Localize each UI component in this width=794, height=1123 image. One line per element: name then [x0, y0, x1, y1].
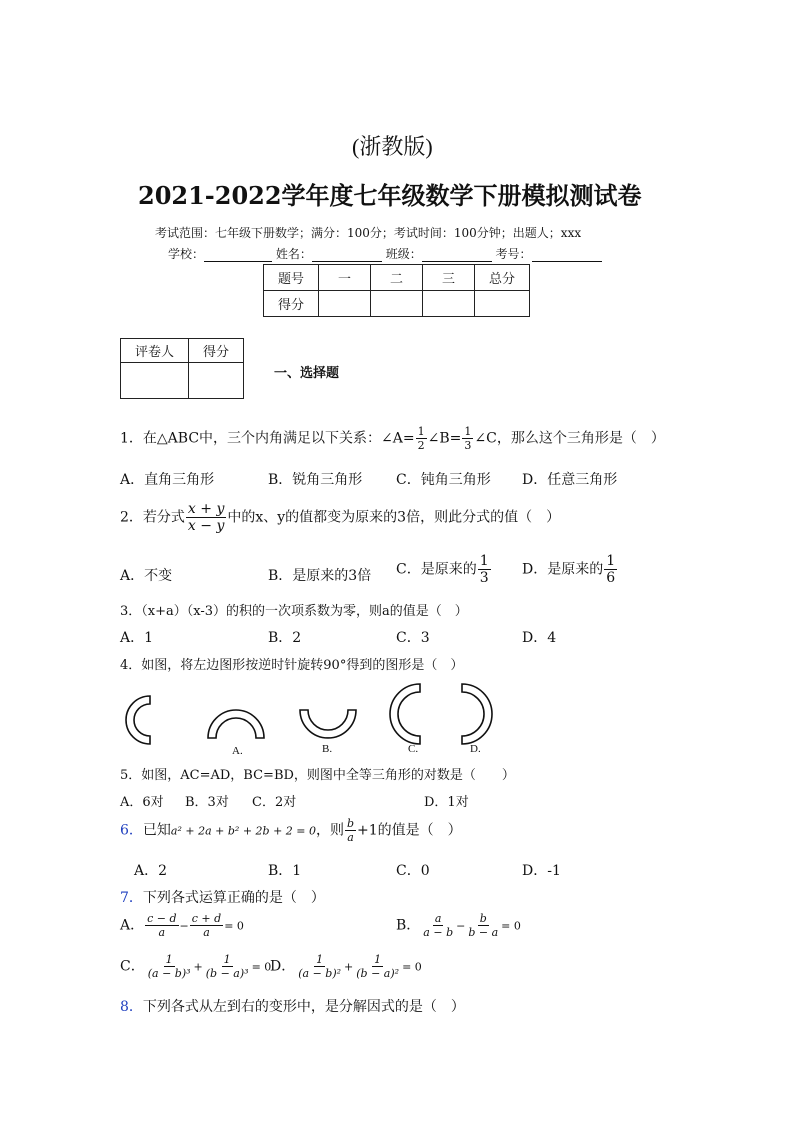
- equals: = 0: [251, 960, 272, 974]
- frac-num: 1: [316, 953, 324, 966]
- frac-den: (b − a)²: [356, 967, 400, 980]
- frac-den: 3: [479, 570, 489, 586]
- equals: = 0: [501, 919, 521, 933]
- score-cell: [371, 291, 423, 317]
- frac-den: x − y: [187, 518, 225, 534]
- frac-num: a: [434, 912, 442, 925]
- frac-num: 1: [479, 553, 489, 569]
- question-7: [120, 887, 325, 907]
- option-label: A．: [120, 917, 145, 934]
- grader-header: 评卷人: [121, 339, 189, 363]
- name-label: 姓名：: [275, 247, 312, 261]
- equals: = 0: [224, 919, 244, 933]
- fig-label-b: B.: [322, 743, 333, 755]
- frac-den: a: [203, 926, 210, 939]
- edition-label: (浙教版): [352, 134, 433, 159]
- q7-number: 7．: [120, 890, 143, 906]
- q6-option-a: A．2: [134, 863, 168, 879]
- frac-num: b: [479, 912, 487, 925]
- q7-text: 下列各式运算正确的是（ ）: [142, 890, 325, 906]
- score-cell: [319, 291, 371, 317]
- q2-text-a: 2．若分式: [120, 509, 185, 526]
- q2-option-d: [522, 554, 618, 585]
- q1-option-d: D．任意三角形: [522, 472, 618, 488]
- frac-den: (a − b)²: [298, 967, 342, 980]
- question-4: 4．如图，将左边图形按逆时针旋转90°得到的图形是（ ）: [120, 658, 464, 673]
- q5-option-d: D．1对: [424, 795, 469, 810]
- school-blank: [204, 249, 272, 262]
- page-title: 2021-2022学年度七年级数学下册模拟测试卷: [138, 181, 642, 210]
- grader-header: 得分: [189, 339, 244, 363]
- q8-number: 8．: [120, 999, 143, 1015]
- option-d-shape: [462, 684, 492, 744]
- fig-label-a: A.: [232, 745, 243, 757]
- q8-text: 下列各式从左到右的变形中，是分解因式的是（ ）: [142, 999, 465, 1015]
- frac-num: c + d: [191, 912, 222, 925]
- option-label: D．: [270, 958, 296, 975]
- q1-option-a: A．直角三角形: [120, 472, 215, 488]
- score-cell: [475, 291, 530, 317]
- score-header: 题号: [264, 265, 319, 291]
- frac-den: 6: [606, 570, 616, 586]
- frac-den: a − b: [423, 926, 454, 939]
- q7-option-b: [396, 913, 521, 938]
- q7-option-d: [270, 954, 422, 979]
- frac-num: 1: [417, 425, 425, 438]
- operator: −: [179, 919, 189, 933]
- name-blank: [312, 249, 382, 262]
- q6-option-d: D．-1: [522, 863, 561, 879]
- score-cell: [423, 291, 475, 317]
- q1-option-c: C．钝角三角形: [396, 472, 491, 488]
- class-blank: [422, 249, 492, 262]
- option-c-shape: [390, 684, 420, 744]
- question-8: [120, 996, 465, 1016]
- frac-num: 1: [464, 425, 472, 438]
- fig-label-c: C.: [408, 743, 419, 755]
- q6-text-c: +1的值是（ ）: [357, 822, 462, 839]
- q1-option-b: B．锐角三角形: [268, 472, 363, 488]
- q7-option-c: [120, 954, 271, 979]
- q6-expression: a² + 2a + b² + 2b + 2 = 0: [170, 824, 316, 838]
- q1-frac-1: [416, 426, 427, 451]
- score-table: [263, 264, 530, 317]
- question-3: 3．（x+a）（x-3）的积的一次项系数为零，则a的值是（ ）: [120, 604, 468, 619]
- q6-text-b: ，则: [315, 822, 344, 839]
- q6-text-a: 已知: [142, 822, 171, 839]
- q6-option-c: C．0: [396, 863, 430, 879]
- question-1: [120, 426, 665, 451]
- frac-den: b − a: [468, 926, 499, 939]
- option-label: B．: [396, 917, 421, 934]
- q2-c-fraction: [478, 554, 491, 585]
- frac-num: 1: [606, 553, 616, 569]
- option-text: D．是原来的: [522, 561, 604, 578]
- frac-den: 2: [417, 439, 425, 452]
- q3-option-a: A．1: [120, 630, 154, 646]
- score-header: 总分: [475, 265, 530, 291]
- option-b-shape: [300, 710, 356, 738]
- operator: −: [456, 919, 466, 933]
- q2-option-c: [396, 554, 492, 585]
- operator: +: [344, 960, 354, 974]
- q5-option-b: B．3对: [185, 795, 229, 810]
- grader-cell: [189, 363, 244, 399]
- frac-den: 3: [464, 439, 472, 452]
- q1-text-a: 1．在△ABC中，三个内角满足以下关系：∠A=: [120, 430, 415, 447]
- question-6: [120, 818, 462, 843]
- q3-option-d: D．4: [522, 630, 557, 646]
- q6-number: 6．: [120, 822, 143, 839]
- q1-text-b: ∠B=: [427, 430, 462, 447]
- score-row-label: 得分: [264, 291, 319, 317]
- frac-num: b: [346, 817, 355, 830]
- grader-cell: [121, 363, 189, 399]
- fig-label-d: D.: [470, 743, 481, 755]
- frac-num: 1: [165, 953, 173, 966]
- original-shape: [126, 696, 150, 744]
- q1-frac-2: [462, 426, 473, 451]
- frac-num: c − d: [147, 912, 177, 925]
- option-label: C．: [120, 958, 145, 975]
- option-a-shape: [208, 710, 264, 738]
- school-label: 学校：: [168, 247, 205, 261]
- q2-text-b: 中的x、y的值都变为原来的3倍，则此分式的值（ ）: [227, 509, 561, 526]
- grader-table: [120, 338, 244, 399]
- q2-option-a: A．不变: [120, 568, 173, 584]
- number-label: 考号：: [495, 247, 532, 261]
- frac-num: x + y: [187, 501, 225, 517]
- q7-option-a: [120, 913, 244, 938]
- q3-option-b: B．2: [268, 630, 302, 646]
- frac-den: a: [158, 926, 166, 939]
- question-5: 5．如图，AC=AD，BC=BD，则图中全等三角形的对数是（ ）: [120, 768, 515, 783]
- question-2: [120, 502, 560, 533]
- q6-option-b: B．1: [268, 863, 302, 879]
- frac-den: (a − b)³: [147, 967, 191, 980]
- rotation-figures: [118, 678, 508, 758]
- equals: = 0: [402, 960, 422, 974]
- frac-den: a: [347, 831, 354, 844]
- frac-den: (b − a)³: [205, 967, 249, 980]
- exam-info: 考试范围：七年级下册数学；满分：100分；考试时间：100分钟；出题人；xxx: [155, 226, 582, 240]
- q2-option-b: B．是原来的3倍: [268, 568, 372, 584]
- q2-fraction: [186, 502, 226, 533]
- q5-option-a: A．6对: [120, 795, 164, 810]
- q6-fraction: [345, 818, 356, 843]
- option-text: C．是原来的: [396, 561, 477, 578]
- q2-d-fraction: [604, 554, 617, 585]
- frac-num: 1: [223, 953, 231, 966]
- q1-text-c: ∠C，那么这个三角形是（ ）: [474, 430, 665, 447]
- operator: +: [193, 960, 203, 974]
- number-blank: [532, 249, 602, 262]
- frac-num: 1: [374, 953, 382, 966]
- q3-option-c: C．3: [396, 630, 430, 646]
- score-header: 一: [319, 265, 371, 291]
- class-label: 班级：: [385, 247, 422, 261]
- score-header: 二: [371, 265, 423, 291]
- student-fields: [168, 245, 602, 262]
- q5-option-c: C．2对: [252, 795, 297, 810]
- score-header: 三: [423, 265, 475, 291]
- section-title: 一、选择题: [274, 366, 340, 381]
